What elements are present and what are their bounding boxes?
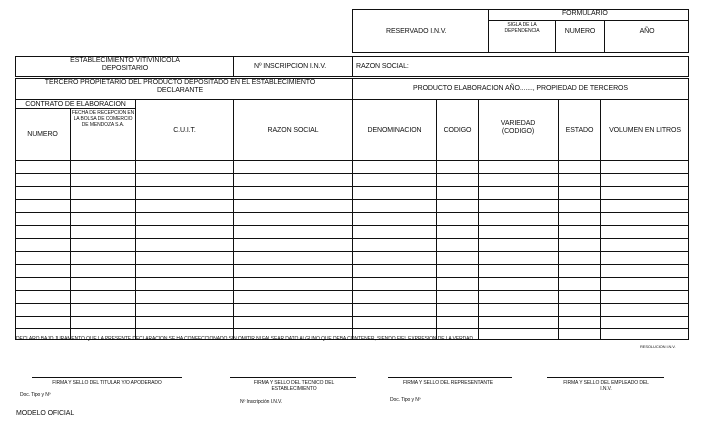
signature-titular-label: FIRMA Y SELLO DEL TITULAR Y/O APODERADO [52, 380, 162, 386]
signature-titular-sub: Doc. Tipo y Nº [20, 392, 51, 398]
col-volumen-litros: VOLUMEN EN LITROS [609, 127, 681, 134]
resolution-ref: RESOLUCION I.N.V. [640, 344, 676, 349]
formulario-label: FORMULARIO [562, 10, 608, 17]
col-cuit: C.U.I.T. [173, 127, 196, 134]
col-razon-social: RAZON SOCIAL [267, 127, 319, 134]
col-estado: ESTADO [565, 127, 594, 134]
establecimiento-label: ESTABLECIMIENTO VITIVINICOLA DEPOSITARIO [70, 57, 180, 72]
col-fecha-recepcion: FECHA DE RECEPCION EN LA BOLSA DE COMERCIO DE MENDOZA S.A. [71, 110, 135, 128]
col-numero: NUMERO [27, 131, 58, 138]
razon-social-header-label: RAZON SOCIAL: [356, 63, 409, 70]
contrato-elaboracion-label: CONTRATO DE ELABORACION [25, 101, 126, 108]
signature-representante-sub: Doc. Tipo y Nº [390, 397, 421, 403]
producto-elaboracion-label: PRODUCTO ELABORACION AÑO......., PROPIEDAD DE TERCEROS [413, 85, 628, 92]
inscripcion-inv-label: Nº INSCRIPCION I.N.V. [254, 63, 327, 70]
reservado-label: RESERVADO I.N.V. [386, 28, 447, 35]
signature-tecnico-label: FIRMA Y SELLO DEL TECNICO DEL ESTABLECIMIENTO [253, 380, 335, 392]
col-variedad: VARIEDAD (CODIGO) [500, 120, 536, 135]
numero-header-label: NUMERO [564, 28, 596, 35]
modelo-oficial-label: MODELO OFICIAL [16, 410, 75, 417]
tercero-propietario-label: TERCERO PROPIETARIO DEL PRODUCTO DEPOSITADO EN EL ESTABLECIMIENTO DECLARANTE [44, 79, 316, 94]
sigla-dependencia-label: SIGLA DE LA DEPENDENCIA [504, 22, 540, 34]
anio-header-label: AÑO [639, 28, 655, 35]
declaration-text: DECLARO BAJO JURAMENTO QUE LA PRESENTE DECLARACION SE HA CONFECCIONADO SIN OMITIR NI FALSEAR DATO ALGUNO QUE DEBA CONTENER, SIENDO FIEL EXPRESION DE LA VERDAD [16, 336, 473, 342]
signature-tecnico-sub: Nº Inscripción I.N.V. [240, 399, 283, 405]
col-denominacion: DENOMINACION [367, 127, 422, 134]
col-codigo: CODIGO [443, 127, 472, 134]
signature-empleado-inv-label: FIRMA Y SELLO DEL EMPLEADO DEL I.N.V. [563, 380, 649, 392]
signature-representante-label: FIRMA Y SELLO DEL REPRESENTANTE [402, 380, 494, 386]
